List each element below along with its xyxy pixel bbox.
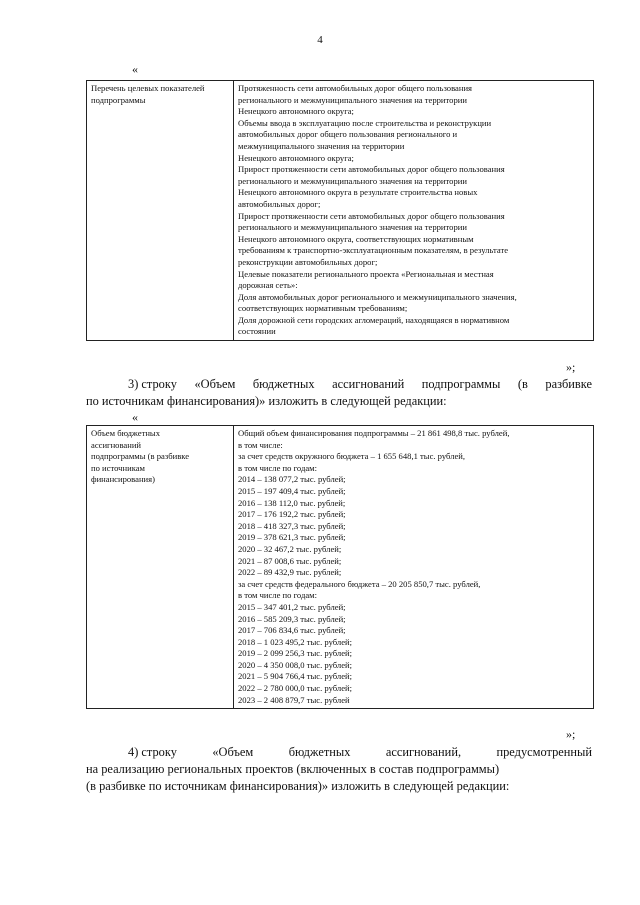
indicator-line: Ненецкого автономного округа в результате строительства новых xyxy=(238,187,478,198)
table2-right-cell xyxy=(234,426,594,709)
indicator-line: требованиям к транспортно-эксплуатационным показателям, в результате xyxy=(238,245,509,256)
paragraph-4-line-2: на реализацию региональных проектов (включенных в состав подпрограммы) xyxy=(86,762,500,776)
budget-line: 2022 – 89 432,9 тыс. рублей; xyxy=(238,567,342,578)
page-number: 4 xyxy=(317,34,323,46)
budget-label-line: ассигнований xyxy=(91,439,142,450)
close-mark-2: »; xyxy=(566,727,576,741)
indicator-line: Доля автомобильных дорог регионального и межмуниципального значения, xyxy=(238,291,517,302)
budget-line: 2022 – 2 780 000,0 тыс. рублей; xyxy=(238,683,353,694)
paragraph-word: предусмотренный xyxy=(496,745,592,759)
paragraph-word: 3) строку xyxy=(128,377,177,391)
budget-line: в том числе: xyxy=(238,439,283,450)
paragraph-word: 4) строку xyxy=(128,745,177,759)
budget-line: 2014 – 138 077,2 тыс. рублей; xyxy=(238,474,346,485)
paragraph-word: разбивке xyxy=(545,377,592,391)
budget-line: 2020 – 32 467,2 тыс. рублей; xyxy=(238,543,342,554)
budget-line: 2016 – 138 112,0 тыс. рублей; xyxy=(238,497,346,508)
budget-line: 2021 – 5 904 766,4 тыс. рублей; xyxy=(238,671,353,682)
paragraph-word: бюджетных xyxy=(252,377,315,391)
budget-label-line: финансирования) xyxy=(91,474,155,485)
indicator-line: Ненецкого автономного округа; xyxy=(238,106,354,117)
paragraph-3-line-1 xyxy=(86,376,592,393)
indicator-line: соответствующих нормативным требованиям; xyxy=(238,303,408,314)
budget-line: 2017 – 176 192,2 тыс. рублей; xyxy=(238,509,346,520)
budget-line: 2018 – 418 327,3 тыс. рублей; xyxy=(238,520,346,531)
budget-line: 2020 – 4 350 008,0 тыс. рублей; xyxy=(238,659,353,670)
budget-line: в том числе по годам: xyxy=(238,462,317,473)
budget-line: 2019 – 378 621,3 тыс. рублей; xyxy=(238,532,346,543)
indicator-line: Доля дорожной сети городских агломераций, находящаяся в нормативном xyxy=(238,314,510,325)
indicator-line: регионального и межмуниципального значения на территории xyxy=(238,94,467,105)
budget-line: 2019 – 2 099 256,3 тыс. рублей; xyxy=(238,648,353,659)
indicator-line: состоянии xyxy=(238,326,276,337)
budget-label-line: подпрограммы (в разбивке xyxy=(91,451,190,462)
indicator-line: Ненецкого автономного округа; xyxy=(238,152,354,163)
table2-left-cell xyxy=(87,426,234,709)
paragraph-4-line-3: (в разбивке по источникам финансирования)» изложить в следующей редакции: xyxy=(86,779,510,793)
indicator-line: Прирост протяженности сети автомобильных дорог общего пользования xyxy=(238,210,505,221)
paragraph-3 xyxy=(86,376,592,410)
table1-left-cell xyxy=(87,81,234,341)
paragraph-word: ассигнований xyxy=(332,377,405,391)
indicator-line: межмуниципального значения на территории xyxy=(238,140,405,151)
budget-line: 2018 – 1 023 495,2 тыс. рублей; xyxy=(238,636,353,647)
paragraph-word: ассигнований, xyxy=(385,745,462,759)
indicator-line: реконструкции автомобильных дорог; xyxy=(238,256,378,267)
indicator-line: Целевые показатели регионального проекта «Региональная и местная xyxy=(238,268,494,279)
budget-line: 2016 – 585 209,3 тыс. рублей; xyxy=(238,613,346,624)
open-quote-2: « xyxy=(132,410,138,424)
indicator-line: Прирост протяженности сети автомобильных дорог общего пользования xyxy=(238,164,505,175)
indicator-line: дорожная сеть»: xyxy=(238,280,298,291)
target-indicators-table xyxy=(86,80,594,341)
budget-line: 2015 – 347 401,2 тыс. рублей; xyxy=(238,601,346,612)
paragraph-4 xyxy=(86,744,592,795)
budget-line: 2017 – 706 834,6 тыс. рублей; xyxy=(238,625,346,636)
table1-right-cell xyxy=(234,81,594,341)
indicator-line: регионального и межмуниципального значения на территории xyxy=(238,222,467,233)
indicator-line: автомобильных дорог; xyxy=(238,198,321,209)
indicator-line: автомобильных дорог общего пользования регионального и xyxy=(238,129,458,140)
budget-allocation-table xyxy=(86,425,594,709)
indicator-line: регионального и межмуниципального значения на территории xyxy=(238,175,467,186)
budget-label-line: по источникам xyxy=(91,462,145,473)
indicator-line: Объемы ввода в эксплуатацию после строительства и реконструкции xyxy=(238,117,492,128)
budget-line: 2021 – 87 008,6 тыс. рублей; xyxy=(238,555,342,566)
paragraph-4-line-1 xyxy=(86,744,592,761)
paragraph-word: «Объем xyxy=(212,745,254,759)
budget-line: за счет средств федерального бюджета – 20 205 850,7 тыс. рублей, xyxy=(238,578,481,589)
open-quote-1: « xyxy=(132,62,138,76)
budget-line: 2023 – 2 408 879,7 тыс. рублей xyxy=(238,694,350,705)
budget-line: за счет средств окружного бюджета – 1 655 648,1 тыс. рублей, xyxy=(238,451,466,462)
indicator-line: Протяженность сети автомобильных дорог общего пользования xyxy=(238,83,473,93)
close-mark-1: »; xyxy=(566,360,576,374)
budget-line: 2015 – 197 409,4 тыс. рублей; xyxy=(238,485,346,496)
paragraph-word: бюджетных xyxy=(288,745,351,759)
budget-line: в том числе по годам: xyxy=(238,590,317,601)
table1-left-text: Перечень целевых показателей подпрограммы xyxy=(91,83,205,105)
budget-label-line: Объем бюджетных xyxy=(91,428,161,438)
indicator-line: Ненецкого автономного округа, соответствующих нормативным xyxy=(238,233,474,244)
paragraph-word: «Объем xyxy=(194,377,236,391)
paragraph-word: подпрограммы xyxy=(421,377,501,391)
paragraph-3-line-2: по источникам финансирования)» изложить в следующей редакции: xyxy=(86,394,447,408)
paragraph-word: (в xyxy=(517,377,528,391)
budget-line: Общий объем финансирования подпрограммы – 21 861 498,8 тыс. рублей, xyxy=(238,428,510,438)
